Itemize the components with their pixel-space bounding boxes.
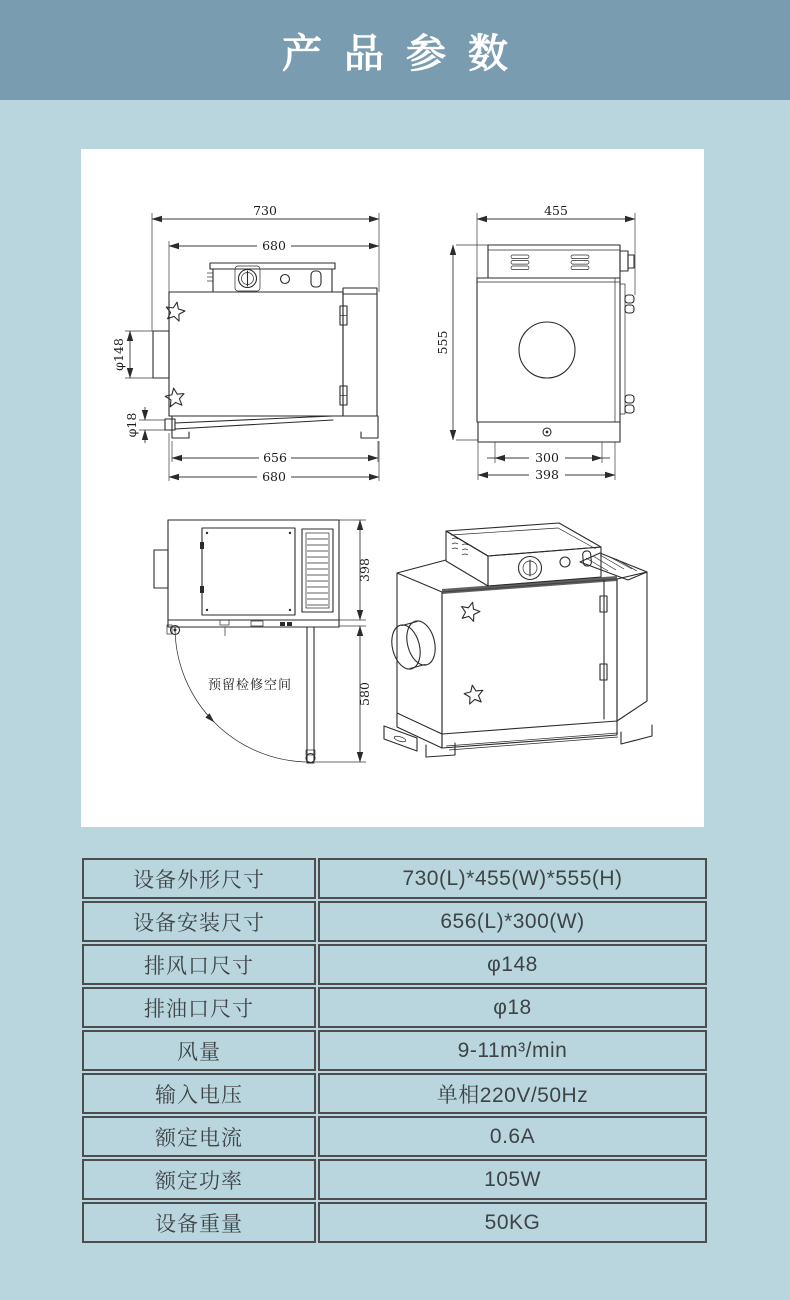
spec-label: 输入电压: [82, 1073, 316, 1114]
spec-label: 设备重量: [82, 1202, 316, 1243]
spec-value: φ148: [318, 944, 707, 985]
spec-label: 额定功率: [82, 1159, 316, 1200]
star-knob: [164, 300, 186, 322]
hinge-bracket: [625, 295, 634, 313]
spec-table: [82, 858, 707, 1243]
dim-730: 730: [253, 203, 277, 218]
filter-mesh: [580, 553, 647, 580]
vent-slots: [511, 255, 589, 270]
spec-value: 105W: [318, 1159, 707, 1200]
control-box-iso: [446, 523, 601, 586]
outlet-cylinder: [387, 618, 439, 672]
fan-inlet-circle: [519, 322, 575, 378]
spec-label: 排油口尺寸: [82, 987, 316, 1028]
hinge-bracket: [625, 395, 634, 413]
dim-drain: φ18: [124, 412, 139, 438]
spec-value: 50KG: [318, 1202, 707, 1243]
dim-580: 580: [357, 682, 372, 706]
top-view: [154, 520, 372, 763]
technical-drawing-card: [81, 149, 704, 827]
section-header: [0, 0, 790, 100]
iso-view: [384, 523, 652, 757]
dim-455: 455: [544, 203, 568, 218]
spec-label: 额定电流: [82, 1116, 316, 1157]
vent-grille: [302, 529, 333, 612]
side-view: [435, 203, 635, 482]
spec-label: 设备安装尺寸: [82, 901, 316, 942]
dim-680-top: 680: [262, 238, 286, 253]
dim-398-top: 398: [357, 558, 372, 582]
technical-drawing: [81, 149, 704, 827]
spec-value: 656(L)*300(W): [318, 901, 707, 942]
spec-value: 9-11m³/min: [318, 1030, 707, 1071]
service-space-note: 预留检修空间: [207, 678, 293, 693]
spec-value: 单相220V/50Hz: [318, 1073, 707, 1114]
front-view: [111, 203, 379, 484]
rotary-switch-front: [235, 266, 260, 291]
spec-label: 风量: [82, 1030, 316, 1071]
dim-656: 656: [263, 450, 287, 465]
page-title: 产品参数: [282, 31, 530, 76]
spec-label: 排风口尺寸: [82, 944, 316, 985]
star-knob: [164, 387, 185, 408]
dim-outlet: φ148: [111, 338, 126, 371]
door-swing-arc: [175, 627, 310, 762]
dim-680-bottom: 680: [262, 469, 286, 484]
star-knob: [463, 684, 485, 705]
spec-value: φ18: [318, 987, 707, 1028]
spec-label: 设备外形尺寸: [82, 858, 316, 899]
dim-398-side: 398: [535, 467, 559, 482]
dim-300: 300: [535, 450, 559, 465]
star-knob: [459, 600, 482, 622]
dim-555: 555: [435, 330, 450, 355]
spec-value: 730(L)*455(W)*555(H): [318, 858, 707, 899]
open-door: [307, 627, 314, 763]
spec-value: 0.6A: [318, 1116, 707, 1157]
